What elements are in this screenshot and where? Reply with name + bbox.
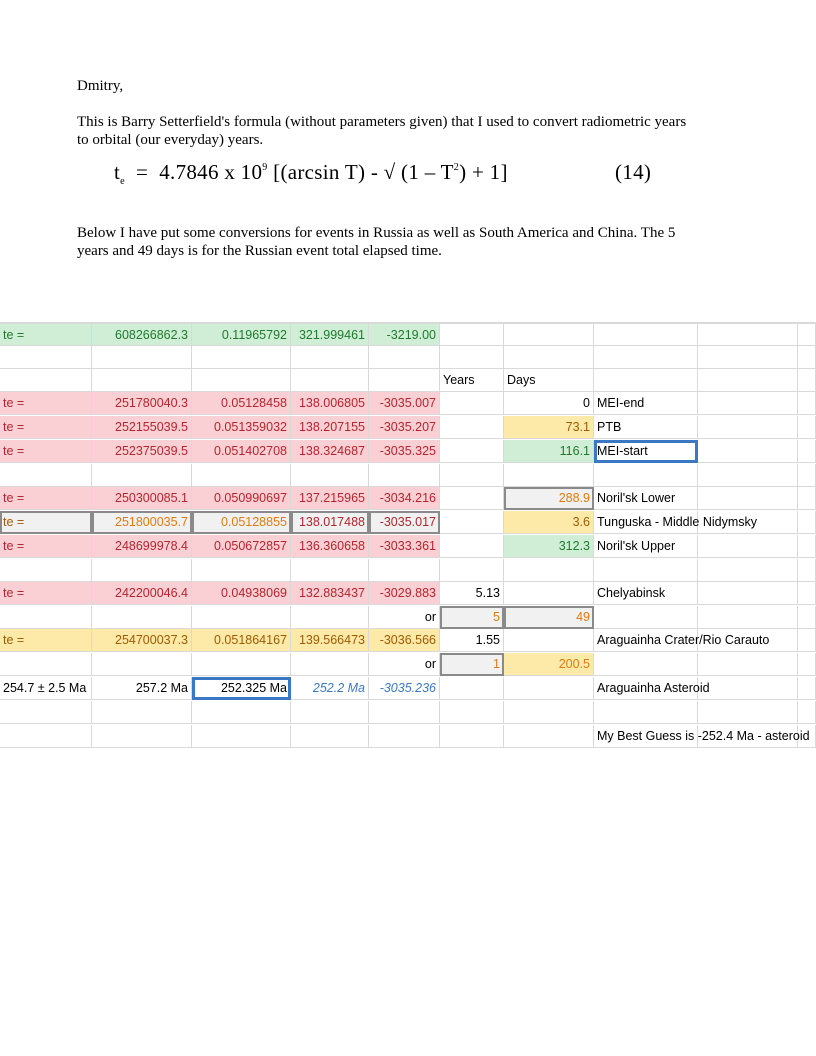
table-cell-c7[interactable] bbox=[594, 653, 698, 676]
table-row bbox=[0, 416, 816, 440]
table-cell-c0[interactable] bbox=[0, 606, 92, 629]
table-cell-c5[interactable] bbox=[440, 511, 504, 534]
table-cell-c0[interactable] bbox=[0, 653, 92, 676]
table-cell-c9[interactable] bbox=[798, 582, 816, 605]
table-cell-c7[interactable]: Noril'sk Lower bbox=[594, 487, 698, 510]
table-cell-c3[interactable] bbox=[291, 346, 369, 369]
table-cell-c6[interactable]: 0 bbox=[504, 392, 594, 415]
table-cell-c8[interactable] bbox=[698, 535, 798, 558]
table-cell-c4[interactable] bbox=[369, 464, 440, 487]
table-cell-c1[interactable] bbox=[92, 606, 192, 629]
table-cell-c9[interactable] bbox=[798, 416, 816, 439]
table-row bbox=[0, 653, 816, 677]
table-cell-c3[interactable]: 138.017488 bbox=[291, 511, 369, 534]
table-cell-c5[interactable] bbox=[440, 440, 504, 463]
intro-line-1: This is Barry Setterfield's formula (without parameters given) that I used to convert radiometric years bbox=[77, 114, 687, 130]
table-cell-c4[interactable] bbox=[369, 701, 440, 724]
table-cell-c6[interactable] bbox=[504, 323, 594, 346]
table-cell-c3[interactable] bbox=[291, 464, 369, 487]
table-cell-c1[interactable]: 252155039.5 bbox=[92, 416, 192, 439]
table-cell-c3[interactable]: 321.999461 bbox=[291, 323, 369, 346]
table-cell-c9[interactable] bbox=[798, 511, 816, 534]
table-cell-c9[interactable] bbox=[798, 487, 816, 510]
table-cell-c3[interactable]: 138.207155 bbox=[291, 416, 369, 439]
table-row bbox=[0, 629, 816, 653]
table-cell-c7[interactable] bbox=[594, 606, 698, 629]
table-cell-c3[interactable] bbox=[291, 725, 369, 748]
table-cell-c9[interactable] bbox=[798, 629, 816, 652]
intro-line-2: to orbital (our everyday) years. bbox=[77, 132, 264, 148]
table-cell-c1[interactable]: 252375039.5 bbox=[92, 440, 192, 463]
table-cell-c8[interactable] bbox=[698, 369, 798, 392]
table-cell-c1[interactable] bbox=[92, 653, 192, 676]
table-cell-c2[interactable] bbox=[192, 346, 291, 369]
table-cell-c1[interactable]: 242200046.4 bbox=[92, 582, 192, 605]
table-cell-c6[interactable] bbox=[504, 725, 594, 748]
table-cell-c8[interactable] bbox=[698, 440, 798, 463]
table-cell-c7[interactable]: Tunguska - Middle Nidymsky bbox=[594, 511, 698, 534]
table-cell-c6[interactable]: Days bbox=[504, 369, 594, 392]
table-row bbox=[0, 511, 816, 535]
table-cell-c0[interactable] bbox=[0, 559, 92, 582]
below-line-1: Below I have put some conversions for events in Russia as well as South America and China. The 5 bbox=[77, 225, 676, 241]
table-cell-c1[interactable] bbox=[92, 464, 192, 487]
table-cell-c8[interactable] bbox=[698, 511, 798, 534]
table-cell-c7[interactable]: Noril'sk Upper bbox=[594, 535, 698, 558]
table-cell-c4[interactable]: -3034.216 bbox=[369, 487, 440, 510]
table-cell-c1[interactable]: 248699978.4 bbox=[92, 535, 192, 558]
table-cell-c2[interactable]: 0.050672857 bbox=[192, 535, 291, 558]
table-cell-c6[interactable]: 200.5 bbox=[504, 653, 594, 676]
table-cell-c3[interactable] bbox=[291, 653, 369, 676]
table-cell-c3[interactable] bbox=[291, 369, 369, 392]
table-cell-c4[interactable]: -3033.361 bbox=[369, 535, 440, 558]
table-row bbox=[0, 725, 816, 749]
table-cell-c0[interactable]: te = bbox=[0, 535, 92, 558]
table-cell-c4[interactable]: -3035.236 bbox=[369, 677, 440, 700]
table-cell-c5[interactable] bbox=[440, 487, 504, 510]
table-cell-c8[interactable] bbox=[698, 725, 798, 748]
formula-exponent-2: 2 bbox=[453, 162, 460, 173]
table-cell-c4[interactable]: -3035.207 bbox=[369, 416, 440, 439]
table-cell-c8[interactable] bbox=[698, 582, 798, 605]
formula-body-a: = 4.7846 x 10 bbox=[124, 160, 263, 184]
table-cell-c5[interactable]: 1.55 bbox=[440, 629, 504, 652]
table-cell-c7[interactable]: MEI-start bbox=[594, 440, 698, 463]
table-cell-c2[interactable]: 0.11965792 bbox=[192, 323, 291, 346]
table-cell-c6[interactable]: 312.3 bbox=[504, 535, 594, 558]
table-row bbox=[0, 677, 816, 701]
table-cell-c0[interactable]: te = bbox=[0, 582, 92, 605]
table-cell-c4[interactable] bbox=[369, 369, 440, 392]
table-cell-c1[interactable]: 257.2 Ma bbox=[92, 677, 192, 700]
table-cell-c1[interactable]: 251780040.3 bbox=[92, 392, 192, 415]
table-row bbox=[0, 464, 816, 488]
table-cell-c9[interactable] bbox=[798, 725, 816, 748]
table-cell-c8[interactable] bbox=[698, 346, 798, 369]
table-cell-c7[interactable]: Araguainha Asteroid bbox=[594, 677, 698, 700]
table-cell-c0[interactable]: te = bbox=[0, 487, 92, 510]
table-cell-c4[interactable]: -3036.566 bbox=[369, 629, 440, 652]
table-cell-c6[interactable] bbox=[504, 582, 594, 605]
table-cell-c3[interactable]: 252.2 Ma bbox=[291, 677, 369, 700]
table-cell-c7[interactable] bbox=[594, 701, 698, 724]
table-cell-c4[interactable]: -3029.883 bbox=[369, 582, 440, 605]
table-cell-c5[interactable] bbox=[440, 559, 504, 582]
table-cell-c3[interactable] bbox=[291, 701, 369, 724]
table-cell-c5[interactable] bbox=[440, 464, 504, 487]
table-cell-c2[interactable]: 0.051864167 bbox=[192, 629, 291, 652]
table-cell-c3[interactable]: 132.883437 bbox=[291, 582, 369, 605]
table-cell-c1[interactable]: 608266862.3 bbox=[92, 323, 192, 346]
table-cell-c2[interactable] bbox=[192, 701, 291, 724]
table-cell-c1[interactable]: 254700037.3 bbox=[92, 629, 192, 652]
table-cell-c8[interactable] bbox=[698, 629, 798, 652]
table-cell-c6[interactable] bbox=[504, 629, 594, 652]
table-cell-c1[interactable]: 250300085.1 bbox=[92, 487, 192, 510]
table-cell-c8[interactable] bbox=[698, 392, 798, 415]
table-cell-c0[interactable]: te = bbox=[0, 323, 92, 346]
table-cell-c6[interactable]: 3.6 bbox=[504, 511, 594, 534]
table-cell-c9[interactable] bbox=[798, 606, 816, 629]
table-cell-c4[interactable]: -3035.017 bbox=[369, 511, 440, 534]
table-cell-c7[interactable]: Chelyabinsk bbox=[594, 582, 698, 605]
table-cell-c0[interactable] bbox=[0, 725, 92, 748]
table-cell-c7[interactable] bbox=[594, 559, 698, 582]
table-cell-c1[interactable] bbox=[92, 369, 192, 392]
table-cell-c4[interactable] bbox=[369, 559, 440, 582]
table-cell-c4[interactable]: -3219.00 bbox=[369, 323, 440, 346]
table-cell-c0[interactable]: te = bbox=[0, 511, 92, 534]
table-cell-c0[interactable]: 254.7 ± 2.5 Ma bbox=[0, 677, 92, 700]
table-cell-c8[interactable] bbox=[698, 559, 798, 582]
table-cell-c4[interactable]: -3035.325 bbox=[369, 440, 440, 463]
table-row bbox=[0, 535, 816, 559]
table-cell-c6[interactable] bbox=[504, 701, 594, 724]
table-cell-c7[interactable] bbox=[594, 346, 698, 369]
table-cell-c3[interactable]: 137.215965 bbox=[291, 487, 369, 510]
table-cell-c9[interactable] bbox=[798, 392, 816, 415]
table-cell-c2[interactable]: 0.04938069 bbox=[192, 582, 291, 605]
table-cell-c2[interactable] bbox=[192, 606, 291, 629]
table-cell-c7[interactable]: MEI-end bbox=[594, 392, 698, 415]
table-row bbox=[0, 606, 816, 630]
table-cell-c8[interactable] bbox=[698, 677, 798, 700]
salutation: Dmitry, bbox=[77, 78, 124, 94]
table-cell-c0[interactable] bbox=[0, 369, 92, 392]
table-cell-c6[interactable]: 49 bbox=[504, 606, 594, 629]
table-cell-c6[interactable] bbox=[504, 464, 594, 487]
table-cell-c8[interactable] bbox=[698, 464, 798, 487]
table-cell-c3[interactable] bbox=[291, 606, 369, 629]
table-cell-c1[interactable] bbox=[92, 701, 192, 724]
table-cell-c6[interactable] bbox=[504, 346, 594, 369]
table-cell-c5[interactable] bbox=[440, 701, 504, 724]
table-cell-c7[interactable] bbox=[594, 464, 698, 487]
table-cell-c6[interactable] bbox=[504, 559, 594, 582]
table-cell-c8[interactable] bbox=[698, 653, 798, 676]
table-cell-c8[interactable] bbox=[698, 487, 798, 510]
table-cell-c3[interactable]: 136.360658 bbox=[291, 535, 369, 558]
table-cell-c2[interactable] bbox=[192, 369, 291, 392]
table-cell-c4[interactable] bbox=[369, 346, 440, 369]
table-cell-c7[interactable] bbox=[594, 369, 698, 392]
equation-number: (14) bbox=[615, 160, 652, 184]
table-row bbox=[0, 392, 816, 416]
table-cell-c5[interactable] bbox=[440, 346, 504, 369]
table-cell-c5[interactable] bbox=[440, 725, 504, 748]
table-cell-c0[interactable]: te = bbox=[0, 416, 92, 439]
table-cell-c0[interactable]: te = bbox=[0, 440, 92, 463]
table-cell-c7[interactable] bbox=[594, 323, 698, 346]
table-cell-c2[interactable]: 252.325 Ma bbox=[192, 677, 291, 700]
table-cell-c1[interactable] bbox=[92, 725, 192, 748]
table-cell-c9[interactable] bbox=[798, 653, 816, 676]
table-cell-c5[interactable] bbox=[440, 323, 504, 346]
formula-lhs-subscript: e bbox=[120, 176, 125, 187]
table-cell-c9[interactable] bbox=[798, 346, 816, 369]
table-cell-c2[interactable] bbox=[192, 653, 291, 676]
table-cell-c3[interactable]: 138.324687 bbox=[291, 440, 369, 463]
table-cell-c5[interactable] bbox=[440, 392, 504, 415]
table-cell-c0[interactable]: te = bbox=[0, 629, 92, 652]
table-cell-c2[interactable] bbox=[192, 725, 291, 748]
table-cell-c7[interactable]: My Best Guess is -252.4 Ma - asteroid bbox=[594, 725, 698, 748]
table-cell-c3[interactable] bbox=[291, 559, 369, 582]
below-line-2: years and 49 days is for the Russian event total elapsed time. bbox=[77, 243, 442, 259]
table-row bbox=[0, 487, 816, 511]
table-cell-c9[interactable] bbox=[798, 535, 816, 558]
table-cell-c8[interactable] bbox=[698, 701, 798, 724]
table-row bbox=[0, 322, 816, 347]
table-cell-c0[interactable]: te = bbox=[0, 392, 92, 415]
setterfield-formula bbox=[114, 160, 652, 187]
table-cell-c0[interactable] bbox=[0, 346, 92, 369]
table-cell-c6[interactable]: 73.1 bbox=[504, 416, 594, 439]
table-cell-c1[interactable] bbox=[92, 346, 192, 369]
table-cell-c8[interactable] bbox=[698, 606, 798, 629]
table-cell-c0[interactable] bbox=[0, 464, 92, 487]
table-cell-c2[interactable] bbox=[192, 559, 291, 582]
table-cell-c9[interactable] bbox=[798, 559, 816, 582]
table-cell-c2[interactable]: 0.051402708 bbox=[192, 440, 291, 463]
formula-lhs: t bbox=[114, 160, 121, 184]
table-cell-c6[interactable]: 116.1 bbox=[504, 440, 594, 463]
table-cell-c5[interactable]: Years bbox=[440, 369, 504, 392]
table-cell-c9[interactable] bbox=[798, 701, 816, 724]
table-cell-c9[interactable] bbox=[798, 464, 816, 487]
table-cell-c5[interactable] bbox=[440, 535, 504, 558]
table-cell-c4[interactable]: or bbox=[369, 606, 440, 629]
table-cell-c9[interactable] bbox=[798, 323, 816, 346]
table-row bbox=[0, 346, 816, 370]
table-cell-c3[interactable]: 138.006805 bbox=[291, 392, 369, 415]
formula-body-c: ) + 1] bbox=[459, 160, 508, 184]
table-cell-c6[interactable]: 288.9 bbox=[504, 487, 594, 510]
table-cell-c9[interactable] bbox=[798, 440, 816, 463]
table-cell-c4[interactable]: -3035.007 bbox=[369, 392, 440, 415]
table-row bbox=[0, 559, 816, 583]
table-cell-c2[interactable]: 0.050990697 bbox=[192, 487, 291, 510]
table-row bbox=[0, 440, 816, 464]
table-cell-c7[interactable]: Araguainha Crater/Rio Carauto bbox=[594, 629, 698, 652]
table-cell-c9[interactable] bbox=[798, 677, 816, 700]
table-cell-c2[interactable] bbox=[192, 464, 291, 487]
table-cell-c9[interactable] bbox=[798, 369, 816, 392]
table-cell-c8[interactable] bbox=[698, 416, 798, 439]
table-cell-c6[interactable] bbox=[504, 677, 594, 700]
table-cell-c1[interactable]: 251800035.7 bbox=[92, 511, 192, 534]
table-cell-c5[interactable] bbox=[440, 416, 504, 439]
table-cell-c3[interactable]: 139.566473 bbox=[291, 629, 369, 652]
table-cell-c2[interactable]: 0.05128855 bbox=[192, 511, 291, 534]
table-cell-c5[interactable]: 5.13 bbox=[440, 582, 504, 605]
table-cell-c5[interactable] bbox=[440, 677, 504, 700]
table-cell-c1[interactable] bbox=[92, 559, 192, 582]
table-row bbox=[0, 369, 816, 393]
table-cell-c5[interactable]: 5 bbox=[440, 606, 504, 629]
table-cell-c0[interactable] bbox=[0, 701, 92, 724]
table-row bbox=[0, 582, 816, 606]
table-cell-c7[interactable]: PTB bbox=[594, 416, 698, 439]
table-cell-c4[interactable]: or bbox=[369, 653, 440, 676]
formula-exponent-9: 9 bbox=[262, 162, 268, 173]
formula-body-b: [(arcsin T) - √ (1 – T bbox=[267, 160, 454, 184]
table-row bbox=[0, 701, 816, 725]
table-cell-c2[interactable]: 0.051359032 bbox=[192, 416, 291, 439]
table-cell-c5[interactable]: 1 bbox=[440, 653, 504, 676]
table-cell-c2[interactable]: 0.05128458 bbox=[192, 392, 291, 415]
table-cell-c4[interactable] bbox=[369, 725, 440, 748]
table-cell-c8[interactable] bbox=[698, 323, 798, 346]
